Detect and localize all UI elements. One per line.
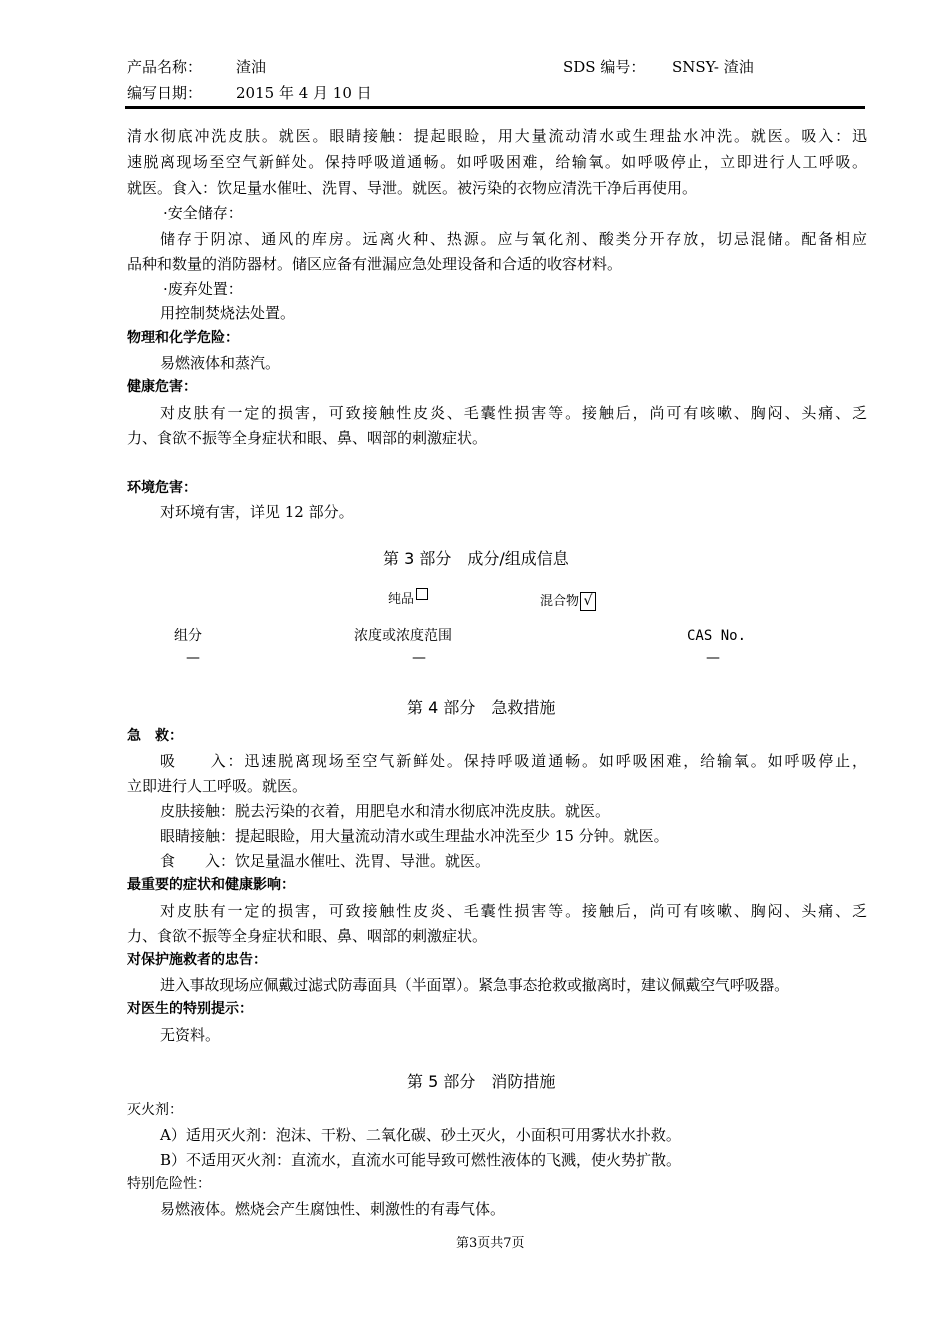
section-4-title: 第 4 部分 急救措施 [407,698,556,717]
doctor-heading: 对医生的特别提示： [127,1001,253,1017]
row-component-value: — [186,650,200,666]
environment-hazard-heading: 环境危害： [127,480,197,496]
special-hazard-heading: 特别危险性： [127,1176,211,1192]
body-line: 易燃液体和蒸汽。 [160,354,281,372]
health-hazard-heading: 健康危害： [127,379,197,395]
row-concentration-value: — [412,650,426,666]
pure-checkbox [416,588,428,600]
product-name-label: 产品名称： [127,58,203,76]
body-line: 就医。食入：饮足量水催吐、洗胃、导泄。就医。被污染的衣物应清洗干净后再使用。 [127,179,698,197]
pure-option [388,592,428,608]
date-value: 2015 年 4 月 10 日 [236,84,372,102]
suitable-agent-line: A）适用灭火剂：泡沫、干粉、二氧化碳、砂土灭火，小面积可用雾状水扑救。 [160,1126,681,1144]
column-component: 组分 [174,628,202,644]
inhalation-line: 立即进行人工呼吸。就医。 [127,777,308,795]
sds-number-label: SDS 编号： [563,58,646,76]
sds-number-value: SNSY- 渣油 [672,58,754,76]
extinguishing-agent-heading: 灭火剂： [127,1102,183,1118]
storage-heading: ·安全储存： [163,204,243,222]
column-concentration: 浓度或浓度范围 [354,628,452,644]
first-aid-heading: 急 救： [127,728,183,744]
unsuitable-agent-line: B）不适用灭火剂：直流水，直流水可能导致可燃性液体的飞溅，使火势扩散。 [160,1151,682,1169]
pure-label: 纯品 [388,592,415,607]
disposal-heading: ·废弃处置： [163,280,243,298]
section-5-title: 第 5 部分 消防措施 [407,1072,556,1091]
page-number: 第3页共7页 [456,1236,525,1251]
symptoms-heading: 最重要的症状和健康影响： [127,877,295,893]
body-line: 用控制焚烧法处置。 [160,304,296,322]
body-line: 品种和数量的消防器材。储区应备有泄漏应急处理设备和合适的收容材料。 [127,255,623,273]
column-cas: CAS No. [687,628,747,644]
ingestion-line: 食 入：饮足量温水催吐、洗胃、导泄。就医。 [160,852,491,870]
row-cas-value: — [706,650,720,666]
header-divider [125,106,865,109]
body-line: 对皮肤有一定的损害，可致接触性皮炎、毛囊性损害等。接触后，尚可有咳嗽、胸闷、头痛、乏 [160,404,867,422]
section-3-title: 第 3 部分 成分/组成信息 [383,549,569,568]
body-line: 力、食欲不振等全身症状和眼、鼻、咽部的刺激症状。 [127,927,488,945]
body-line: 储存于阴凉、通风的库房。远离火种、热源。应与氧化剂、酸类分开存放，切忌混储。配备相应 [160,230,867,248]
product-name-value: 渣油 [236,58,267,76]
skin-contact-line: 皮肤接触：脱去污染的衣着，用肥皂水和清水彻底冲洗皮肤。就医。 [160,802,611,820]
mixture-checkbox: √ [580,592,596,611]
body-line: 速脱离现场至空气新鲜处。保持呼吸道通畅。如呼吸困难，给输氧。如呼吸停止，立即进行人工呼吸。 [127,153,867,171]
eye-contact-line: 眼睛接触：提起眼睑，用大量流动清水或生理盐水冲洗至少 15 分钟。就医。 [160,827,669,845]
physical-hazard-heading: 物理和化学危险： [127,330,239,346]
body-line: 易燃液体。燃烧会产生腐蚀性、刺激性的有毒气体。 [160,1200,506,1218]
mixture-label: 混合物 [540,594,580,609]
mixture-option [540,592,596,611]
body-line: 力、食欲不振等全身症状和眼、鼻、咽部的刺激症状。 [127,429,488,447]
rescuer-heading: 对保护施救者的忠告： [127,952,267,968]
body-line: 对皮肤有一定的损害，可致接触性皮炎、毛囊性损害等。接触后，尚可有咳嗽、胸闷、头痛、乏 [160,902,867,920]
date-label: 编写日期： [127,84,203,102]
body-line: 对环境有害，详见 12 部分。 [160,503,354,521]
body-line: 无资料。 [160,1026,221,1044]
inhalation-line: 吸 入：迅速脱离现场至空气新鲜处。保持呼吸道通畅。如呼吸困难，给输氧。如呼吸停止， [160,752,867,770]
body-line: 清水彻底冲洗皮肤。就医。眼睛接触：提起眼睑，用大量流动清水或生理盐水冲洗。就医。吸入：迅 [127,127,867,145]
body-line: 进入事故现场应佩戴过滤式防毒面具（半面罩）。紧急事态抢救或撤离时，建议佩戴空气呼吸器。 [160,976,789,994]
